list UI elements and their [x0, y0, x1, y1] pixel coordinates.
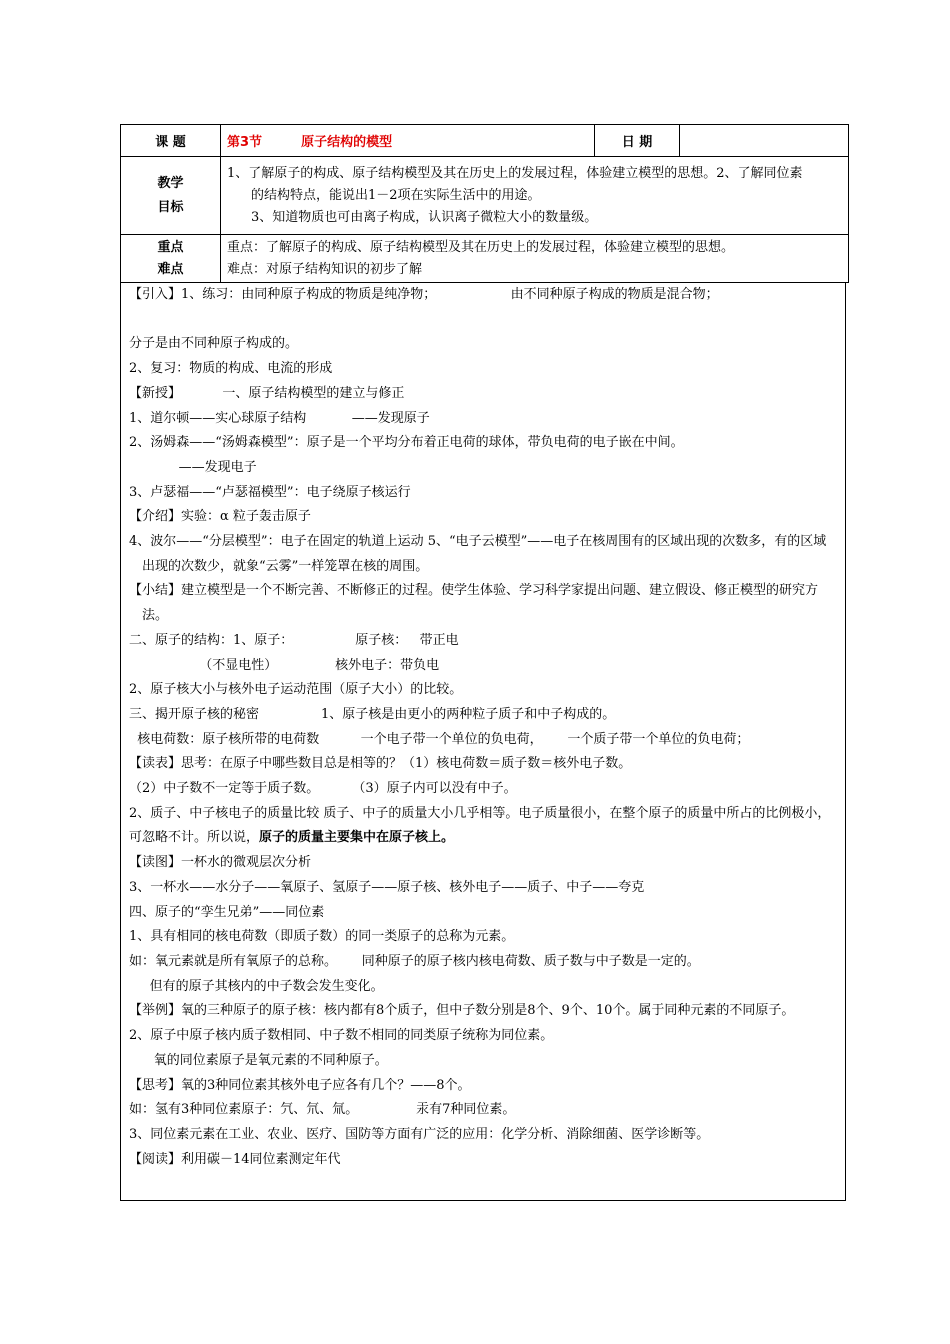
content-line: 如：氢有3种同位素原子：氕、氘、氚。 汞有7种同位素。	[129, 1102, 516, 1118]
section-title: 原子结构的模型	[301, 135, 393, 150]
content-line	[129, 802, 837, 851]
content-line: 【读图】一杯水的微观层次分析	[129, 855, 312, 871]
content-line: 但有的原子其核内的中子数会发生变化。	[129, 978, 384, 994]
content-line: 2、复习：物质的构成、电流的形成	[129, 361, 333, 377]
content-line: 3、卢瑟福——“卢瑟福模型”：电子绕原子核运行	[129, 484, 411, 500]
mass-conclusion: 原子的质量主要集中在原子核上。	[259, 830, 455, 846]
content-line: 分子是由不同种原子构成的。	[129, 336, 299, 352]
content-line: 【小结】建立模型是一个不断完善、不断修正的过程。使学生体验、学习科学家提出问题、建立假设、修正模型的研究方法。	[129, 583, 819, 624]
content-line: 【引入】1、练习：由同种原子构成的物质是纯净物； 由不同种原子构成的物质是混合物；	[129, 287, 719, 302]
content-line: 3、一杯水——水分子——氧原子、氢原子——原子核、核外电子——质子、中子——夸克	[129, 879, 645, 895]
content-line: （不显电性） 核外电子：带负电	[129, 657, 440, 673]
content-line: 【读表】思考：在原子中哪些数目总是相等的？（1）核电荷数＝质子数＝核外电子数。	[129, 756, 632, 772]
lesson-title	[221, 125, 595, 157]
date-label: 日 期	[595, 125, 680, 157]
content-line: 1、道尔顿——实心球原子结构 ——发现原子	[129, 410, 430, 426]
content-line: 2、汤姆森——“汤姆森模型”：原子是一个平均分布着正电荷的球体，带负电荷的电子嵌在中间。	[129, 435, 684, 451]
content-line: 如：氧元素就是所有氧原子的总称。 同种原子的原子核内核电荷数、质子数与中子数是一定的。	[129, 953, 700, 969]
content-line: 4、波尔——“分层模型”：电子在固定的轨道上运动 5、“电子云模型”——电子在核周围有的区域出现的次数多，有的区域出现的次数少，就象“云雾”一样笼罩在核的周围。	[129, 534, 827, 574]
focus-label	[121, 235, 221, 283]
goal-line-3: 3、知道物质也可由离子构成，认识离子微粒大小的数量级。	[251, 209, 598, 225]
content-line: 【新授】 一、原子结构模型的建立与修正	[129, 385, 405, 401]
goals-label-line1: 教学	[157, 175, 184, 191]
key-point: 重点：了解原子的构成、原子结构模型及其在历史上的发展过程，体验建立模型的思想。	[227, 239, 735, 255]
mass-comparison-text: 2、质子、中子核电子的质量比较 质子、中子的质量大小几乎相等。电子质量很小，在整个原子的质量中所占的比例极小，可忽略不计。所以说，	[129, 805, 831, 846]
content-line: 【介绍】实验：α 粒子轰击原子	[129, 509, 311, 525]
content-line: 2、原子核大小与核外电子运动范围（原子大小）的比较。	[129, 682, 463, 698]
section-number: 第3节	[227, 135, 263, 150]
focus-label-line1: 重点	[157, 239, 184, 255]
lesson-content	[120, 283, 846, 1201]
difficulty-point: 难点：对原子结构知识的初步了解	[227, 261, 423, 277]
content-line: 3、同位素元素在工业、农业、医疗、国防等方面有广泛的应用：化学分析、消除细菌、医学诊断等。	[129, 1126, 710, 1142]
content-line: 【举例】氧的三种原子的原子核：核内都有8个质子，但中子数分别是8个、9个、10个。属于同种元素的不同原子。	[129, 1003, 795, 1019]
lesson-header-table	[120, 124, 849, 283]
content-line	[129, 308, 837, 333]
content-line: 四、原子的“孪生兄弟”——同位素	[129, 904, 325, 920]
content-line: 2、原子中原子核内质子数相同、中子数不相同的同类原子统称为同位素。	[129, 1028, 554, 1044]
teaching-goals	[221, 157, 849, 235]
focus-label-line2: 难点	[157, 261, 184, 277]
date-value	[680, 125, 849, 157]
lesson-plan-sheet	[120, 124, 848, 1201]
content-line: ——发现电子	[129, 459, 257, 475]
content-line: 1、具有相同的核电荷数（即质子数）的同一类原子的总称为元素。	[129, 929, 515, 945]
content-line: （2）中子数不一定等于质子数。 （3）原子内可以没有中子。	[129, 781, 517, 797]
content-line: 三、揭开原子核的秘密 1、原子核是由更小的两种粒子质子和中子构成的。	[129, 706, 616, 722]
content-line: 【阅读】利用碳－14同位素测定年代	[129, 1151, 341, 1167]
key-points	[221, 235, 849, 283]
content-line: 二、原子的结构：1、原子： 原子核： 带正电	[129, 632, 459, 648]
content-line: 氧的同位素原子是氧元素的不同种原子。	[129, 1052, 388, 1068]
goals-label	[121, 157, 221, 235]
goal-line-1: 1、了解原子的构成、原子结构模型及其在历史上的发展过程，体验建立模型的思想。2、了解同位素	[227, 165, 803, 181]
goal-line-2: 的结构特点，能说出1－2项在实际生活中的用途。	[251, 187, 541, 203]
topic-label: 课 题	[121, 125, 221, 157]
goals-label-line2: 目标	[157, 199, 184, 215]
content-line: 【思考】氧的3种同位素其核外电子应各有几个？——8个。	[129, 1077, 471, 1093]
content-line: 核电荷数：原子核所带的电荷数 一个电子带一个单位的负电荷， 一个质子带一个单位的负电荷；	[129, 731, 750, 747]
